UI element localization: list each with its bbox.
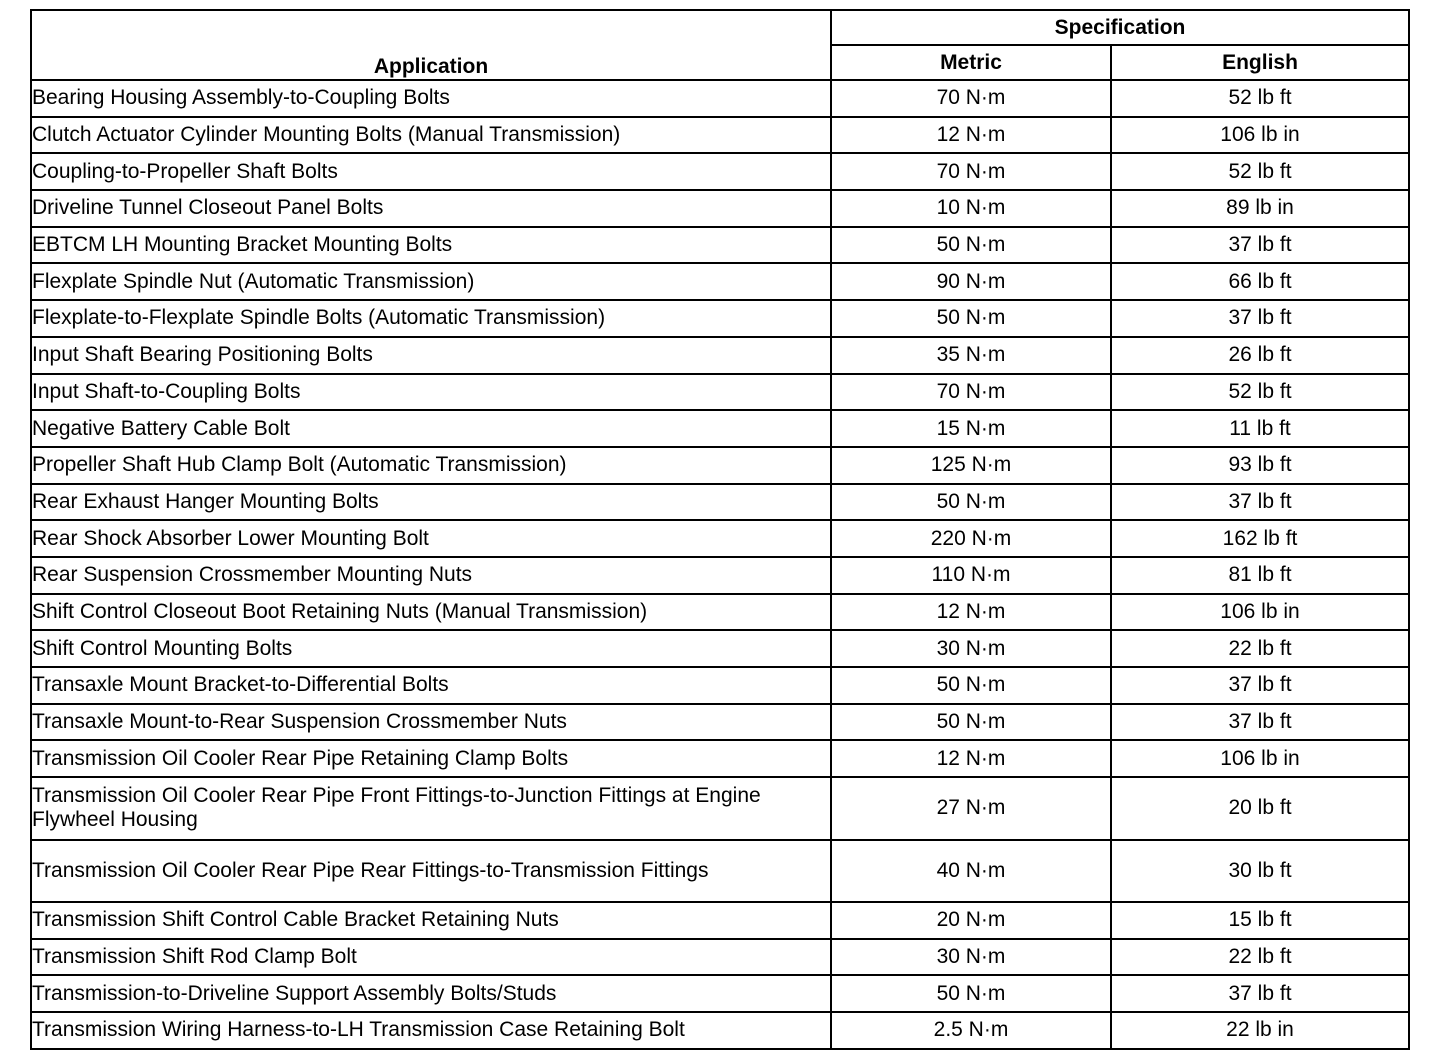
table-row — [31, 447, 1409, 484]
table-row — [31, 410, 1409, 447]
table-row — [31, 117, 1409, 154]
metric-cell: 50 N·m — [831, 484, 1111, 521]
english-cell: 106 lb in — [1111, 594, 1409, 631]
application-cell: Transaxle Mount-to-Rear Suspension Crossmember Nuts — [31, 704, 831, 741]
application-header: Application — [31, 10, 831, 80]
application-cell: Clutch Actuator Cylinder Mounting Bolts (Manual Transmission) — [31, 117, 831, 154]
table-row — [31, 1012, 1409, 1049]
metric-cell: 30 N·m — [831, 630, 1111, 667]
metric-cell: 40 N·m — [831, 840, 1111, 903]
metric-cell: 50 N·m — [831, 975, 1111, 1012]
metric-cell: 2.5 N·m — [831, 1012, 1111, 1049]
english-cell: 22 lb ft — [1111, 630, 1409, 667]
english-cell: 37 lb ft — [1111, 975, 1409, 1012]
english-cell: 106 lb in — [1111, 740, 1409, 777]
metric-header: Metric — [831, 45, 1111, 80]
application-cell: Rear Shock Absorber Lower Mounting Bolt — [31, 520, 831, 557]
application-cell: Transmission Oil Cooler Rear Pipe Rear Fittings-to-Transmission Fittings — [31, 840, 831, 903]
table-row — [31, 227, 1409, 264]
application-cell: Transaxle Mount Bracket-to-Differential Bolts — [31, 667, 831, 704]
metric-cell: 220 N·m — [831, 520, 1111, 557]
metric-cell: 10 N·m — [831, 190, 1111, 227]
metric-cell: 27 N·m — [831, 777, 1111, 840]
table-row — [31, 902, 1409, 939]
english-cell: 81 lb ft — [1111, 557, 1409, 594]
english-cell: 89 lb in — [1111, 190, 1409, 227]
table-row — [31, 777, 1409, 840]
english-cell: 66 lb ft — [1111, 263, 1409, 300]
english-cell: 37 lb ft — [1111, 704, 1409, 741]
metric-cell: 35 N·m — [831, 337, 1111, 374]
english-cell: 52 lb ft — [1111, 80, 1409, 117]
english-cell: 37 lb ft — [1111, 484, 1409, 521]
application-cell: Shift Control Closeout Boot Retaining Nuts (Manual Transmission) — [31, 594, 831, 631]
table-row — [31, 80, 1409, 117]
application-cell: Input Shaft-to-Coupling Bolts — [31, 374, 831, 411]
metric-cell: 50 N·m — [831, 300, 1111, 337]
specification-header: Specification — [831, 10, 1409, 45]
english-cell: 106 lb in — [1111, 117, 1409, 154]
table-row — [31, 557, 1409, 594]
table-row — [31, 740, 1409, 777]
application-cell: Transmission Shift Control Cable Bracket Retaining Nuts — [31, 902, 831, 939]
metric-cell: 12 N·m — [831, 740, 1111, 777]
metric-cell: 50 N·m — [831, 667, 1111, 704]
english-cell: 15 lb ft — [1111, 902, 1409, 939]
application-cell: Transmission Oil Cooler Rear Pipe Retaining Clamp Bolts — [31, 740, 831, 777]
english-cell: 37 lb ft — [1111, 227, 1409, 264]
application-cell: Rear Suspension Crossmember Mounting Nuts — [31, 557, 831, 594]
application-cell: Bearing Housing Assembly-to-Coupling Bolts — [31, 80, 831, 117]
application-cell: Driveline Tunnel Closeout Panel Bolts — [31, 190, 831, 227]
english-cell: 30 lb ft — [1111, 840, 1409, 903]
metric-cell: 50 N·m — [831, 704, 1111, 741]
table-row — [31, 190, 1409, 227]
table-row — [31, 374, 1409, 411]
table-row — [31, 667, 1409, 704]
table-row — [31, 975, 1409, 1012]
metric-cell: 30 N·m — [831, 939, 1111, 976]
metric-cell: 70 N·m — [831, 153, 1111, 190]
metric-cell: 70 N·m — [831, 80, 1111, 117]
application-cell: Coupling-to-Propeller Shaft Bolts — [31, 153, 831, 190]
english-cell: 162 lb ft — [1111, 520, 1409, 557]
metric-cell: 70 N·m — [831, 374, 1111, 411]
application-cell: Flexplate-to-Flexplate Spindle Bolts (Automatic Transmission) — [31, 300, 831, 337]
application-cell: Transmission Shift Rod Clamp Bolt — [31, 939, 831, 976]
application-cell: Input Shaft Bearing Positioning Bolts — [31, 337, 831, 374]
english-cell: 11 lb ft — [1111, 410, 1409, 447]
metric-cell: 125 N·m — [831, 447, 1111, 484]
english-cell: 26 lb ft — [1111, 337, 1409, 374]
metric-cell: 15 N·m — [831, 410, 1111, 447]
header-row-top — [31, 10, 1409, 45]
table-row — [31, 630, 1409, 667]
english-cell: 22 lb in — [1111, 1012, 1409, 1049]
table-row — [31, 263, 1409, 300]
table-row — [31, 594, 1409, 631]
english-cell: 52 lb ft — [1111, 153, 1409, 190]
table-row — [31, 939, 1409, 976]
table-row — [31, 300, 1409, 337]
english-cell: 37 lb ft — [1111, 300, 1409, 337]
table-row — [31, 840, 1409, 903]
metric-cell: 50 N·m — [831, 227, 1111, 264]
table-header — [31, 10, 1409, 80]
metric-cell: 12 N·m — [831, 594, 1111, 631]
metric-cell: 20 N·m — [831, 902, 1111, 939]
english-header: English — [1111, 45, 1409, 80]
table-row — [31, 484, 1409, 521]
application-cell: Flexplate Spindle Nut (Automatic Transmission) — [31, 263, 831, 300]
application-cell: Negative Battery Cable Bolt — [31, 410, 831, 447]
application-cell: Transmission-to-Driveline Support Assembly Bolts/Studs — [31, 975, 831, 1012]
metric-cell: 110 N·m — [831, 557, 1111, 594]
table-body — [31, 80, 1409, 1049]
metric-cell: 12 N·m — [831, 117, 1111, 154]
english-cell: 37 lb ft — [1111, 667, 1409, 704]
application-cell: Transmission Oil Cooler Rear Pipe Front Fittings-to-Junction Fittings at Engine Flywheel Housing — [31, 777, 831, 840]
table-row — [31, 704, 1409, 741]
english-cell: 93 lb ft — [1111, 447, 1409, 484]
metric-cell: 90 N·m — [831, 263, 1111, 300]
application-cell: Propeller Shaft Hub Clamp Bolt (Automatic Transmission) — [31, 447, 831, 484]
fastener-specification-table — [30, 9, 1410, 1050]
application-cell: Rear Exhaust Hanger Mounting Bolts — [31, 484, 831, 521]
table-row — [31, 337, 1409, 374]
table-row — [31, 153, 1409, 190]
application-cell: EBTCM LH Mounting Bracket Mounting Bolts — [31, 227, 831, 264]
english-cell: 20 lb ft — [1111, 777, 1409, 840]
application-cell: Shift Control Mounting Bolts — [31, 630, 831, 667]
english-cell: 22 lb ft — [1111, 939, 1409, 976]
table-row — [31, 520, 1409, 557]
english-cell: 52 lb ft — [1111, 374, 1409, 411]
application-cell: Transmission Wiring Harness-to-LH Transmission Case Retaining Bolt — [31, 1012, 831, 1049]
